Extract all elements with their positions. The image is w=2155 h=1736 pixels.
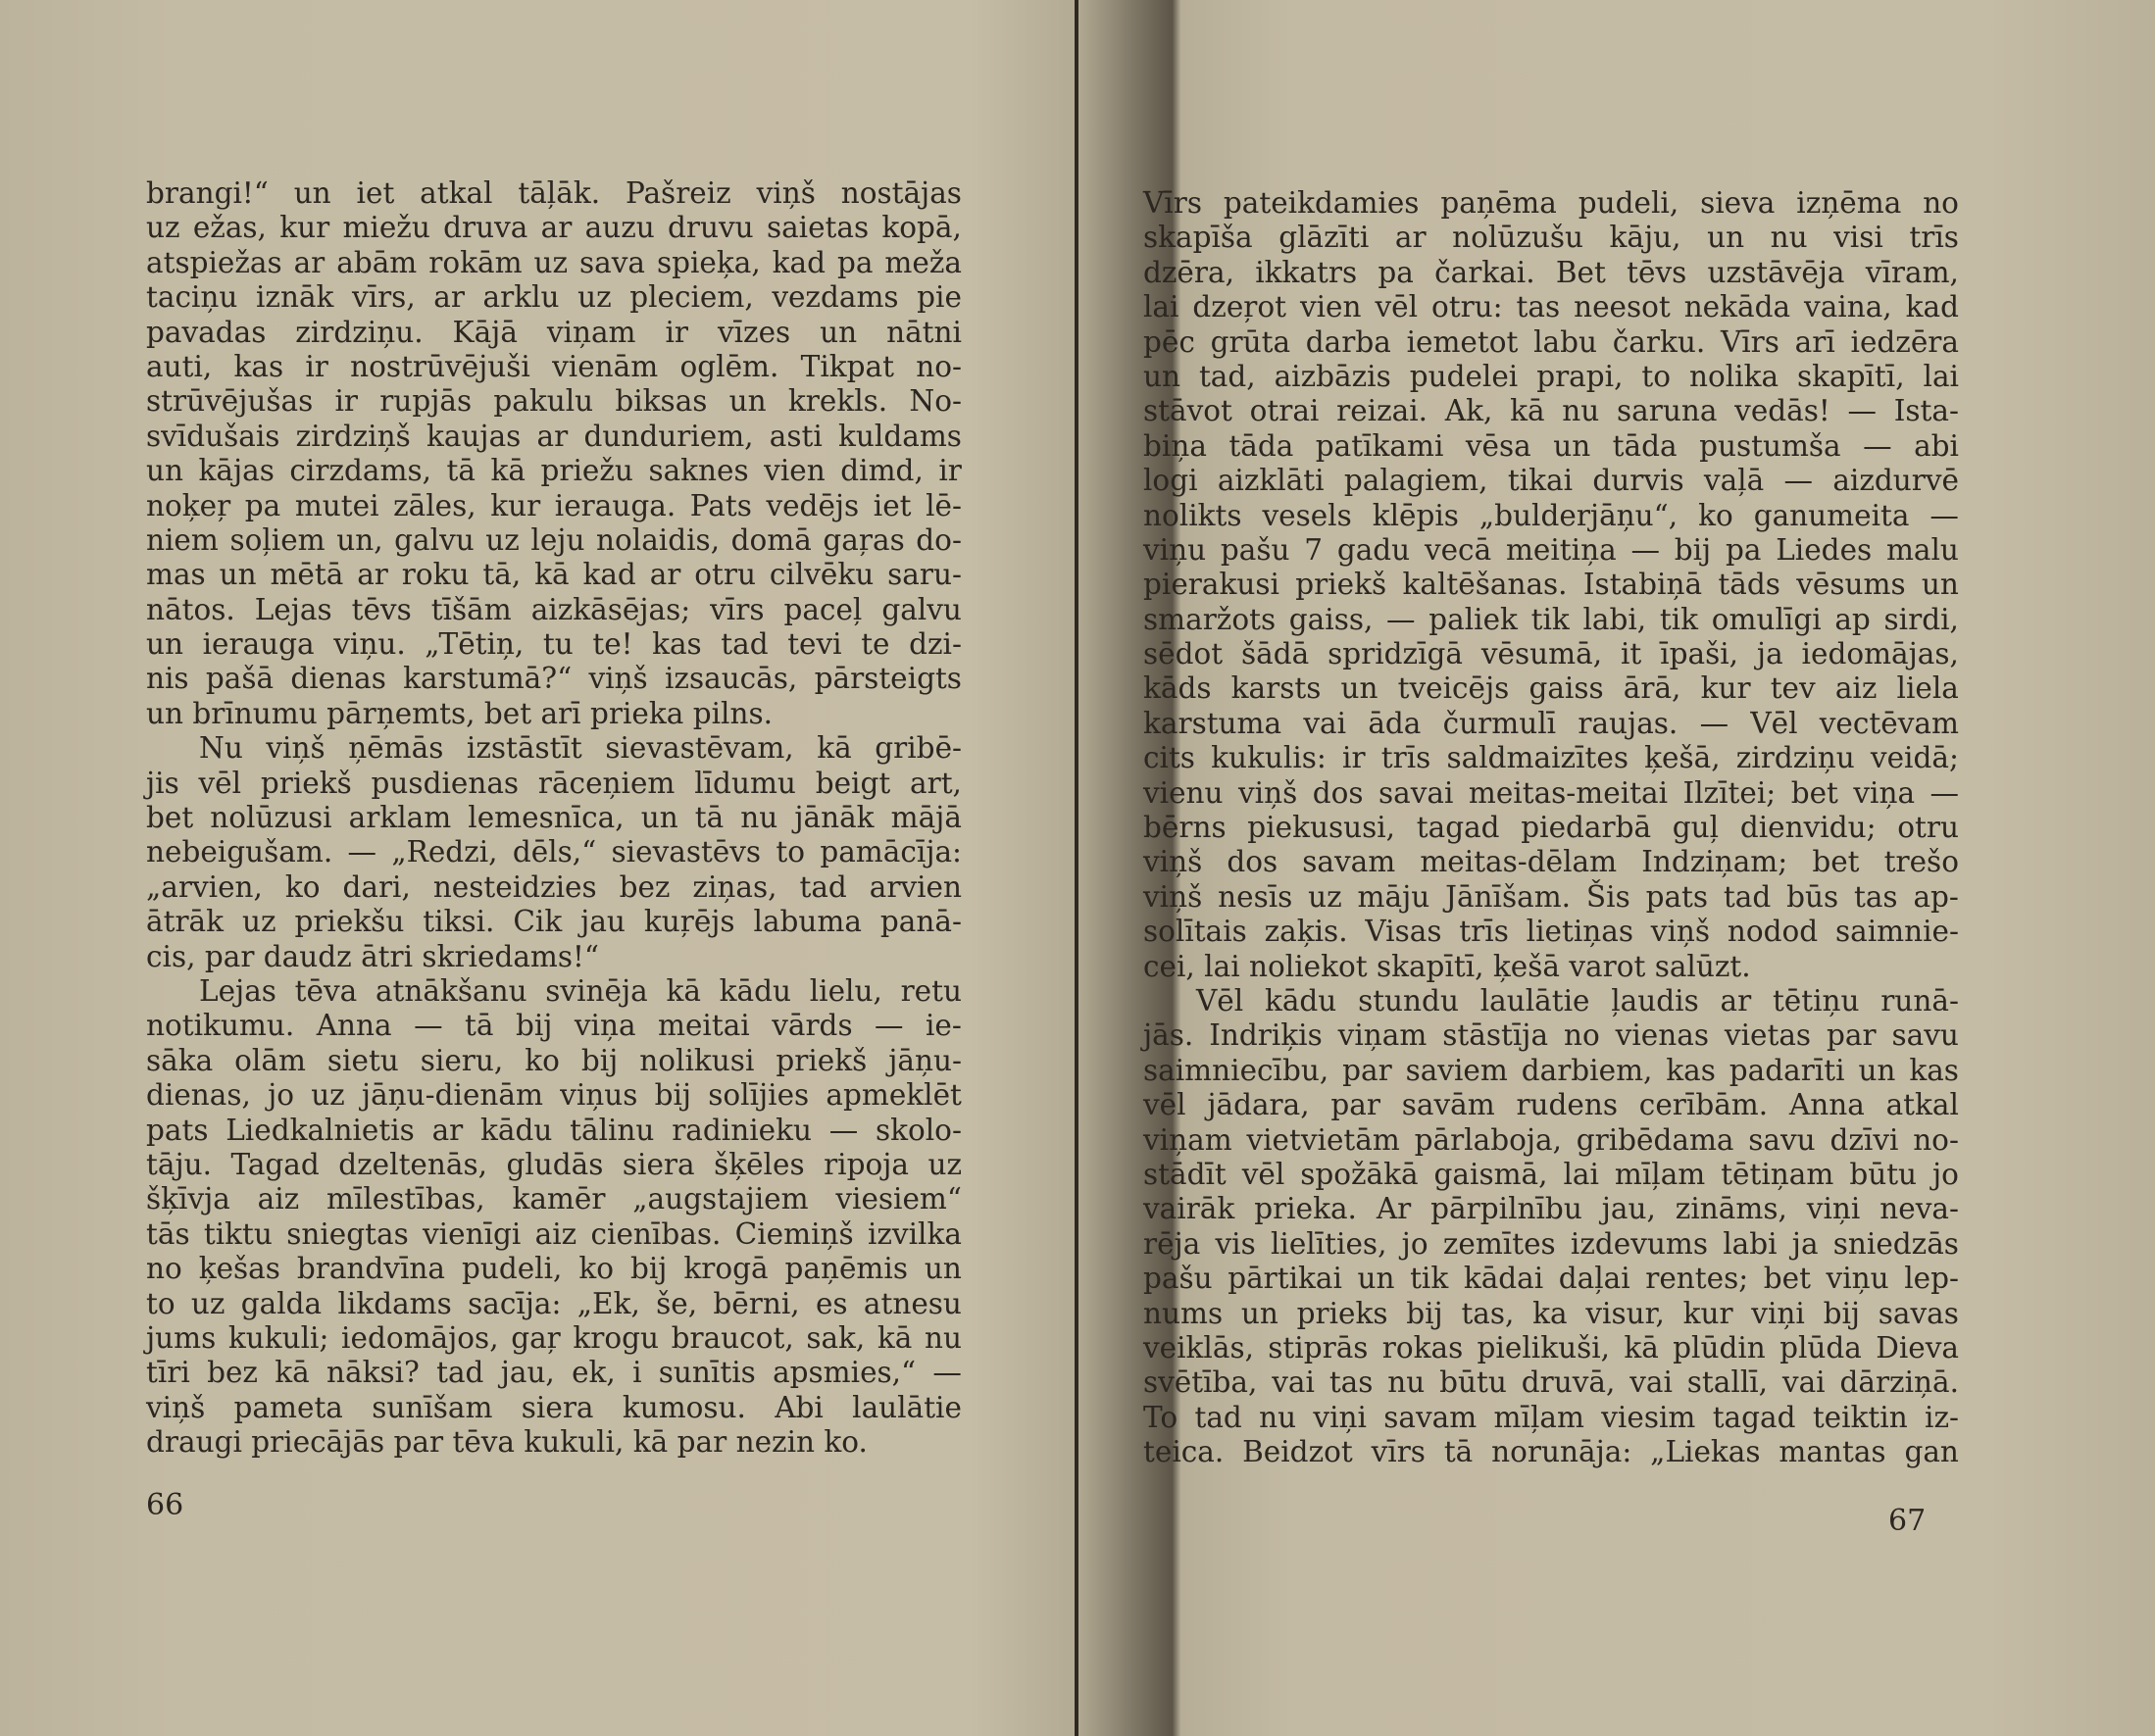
text-line: stādīt vēl spožākā gaismā, lai mīļam tētiņam būtu jo (1143, 1157, 1959, 1191)
text-line: viņam vietvietām pārlaboja, gribēdama savu dzīvi no- (1143, 1122, 1959, 1157)
text-line: niem soļiem un, galvu uz leju nolaidis, domā gaŗas do- (146, 522, 962, 557)
text-line: logi aizklāti palagiem, tikai durvis vaļā — aizdurvē (1143, 464, 1959, 498)
text-line: brangi!“ un iet atkal tāļāk. Pašreiz viņš nostājas (146, 176, 962, 210)
right-page (1078, 0, 2155, 1736)
text-line: kāds karsts un tveicējs gaiss ārā, kur tev aiz liela (1143, 671, 1959, 706)
text-line: nolikts vesels klēpis „bulderjāņu“, ko ganumeita — (1143, 498, 1959, 532)
text-line: solītais zaķis. Visas trīs lietiņas viņš nodod saimnie- (1143, 915, 1959, 949)
text-line: dienas, jo uz jāņu-dienām viņus bij solījies apmeklēt (146, 1078, 962, 1113)
right-page-text (1143, 186, 1959, 1469)
text-line: Lejas tēva atnākšanu svinēja kā kādu lielu, retu (199, 973, 962, 1008)
text-line: viņš nesīs uz māju Jānīšam. Šis pats tad būs tas ap- (1143, 879, 1959, 914)
text-line: skapīša glāzīti ar nolūzušu kāju, un nu visi trīs (1143, 221, 1959, 255)
text-line: vienu viņš dos savai meitas-meitai Ilzītei; bet viņa — (1143, 775, 1959, 810)
text-line: taciņu iznāk vīrs, ar arklu uz pleciem, vezdams pie (146, 280, 962, 315)
text-line: bet nolūzusi arklam lemesnīca, un tā nu jānāk mājā (146, 801, 962, 835)
text-line: nis pašā dienas karstumā?“ viņš izsaucās, pārsteigts (146, 662, 962, 696)
text-line: lai dzeŗot vien vēl otru: tas neesot nekāda vaina, kad (1143, 290, 1959, 324)
text-line: uz ežas, kur miežu druva ar auzu druvu saietas kopā, (146, 211, 962, 245)
text-line: ātrāk uz priekšu tiksi. Cik jau kuŗējs labuma panā- (146, 905, 962, 939)
text-line: veiklās, stiprās rokas pielikuši, kā plūdin plūda Dieva (1143, 1330, 1959, 1364)
text-line: bērns piekususi, tagad piedarbā guļ dienvidu; otru (1143, 811, 1959, 845)
text-line: dzēra, ikkatrs pa čarkai. Bet tēvs uzstāvēja vīram, (1143, 255, 1959, 289)
text-line: mas un mētā ar roku tā, kā kad ar otru cilvēku saru- (146, 558, 962, 592)
text-line: Vēl kādu stundu laulātie ļaudis ar tētiņu runā- (1196, 983, 1959, 1017)
text-line: saimniecību, par saviem darbiem, kas padarīti un kas (1143, 1053, 1959, 1087)
text-line: un kājas cirzdams, tā kā priežu saknes vien dimd, ir (146, 454, 962, 488)
text-line: biņa tāda patīkami vēsa un tāda pustumša — abi (1143, 428, 1959, 463)
text-line: noķeŗ pa mutei zāles, kur ierauga. Pats vedējs iet lē- (146, 488, 962, 522)
text-line: viņš dos savam meitas-dēlam Indziņam; bet trešo (1143, 845, 1959, 879)
text-line: pavadas zirdziņu. Kājā viņam ir vīzes un nātni (146, 315, 962, 349)
text-line: viņu pašu 7 gadu vecā meitiņa — bij pa Liedes malu (1143, 532, 1959, 567)
text-line: un tad, aizbāzis pudelei prapi, to nolika skapītī, lai (1143, 359, 1959, 393)
text-line: un ierauga viņu. „Tētiņ, tu te! kas tad tevi te dzi- (146, 627, 962, 662)
left-page-text (146, 176, 962, 1460)
text-line: strūvējušas ir rupjās pakulu biksas un krekls. No- (146, 384, 962, 419)
text-line: tīri bez kā nāksi? tad jau, ek, i sunītis apsmies,“ — (146, 1356, 962, 1390)
text-line: tāju. Tagad dzeltenās, gludās siera šķēles ripoja uz (146, 1147, 962, 1181)
text-line: cei, lai noliekot skapītī, ķešā varot salūzt. (1143, 949, 1751, 983)
text-line: nebeigušam. — „Redzi, dēls,“ sievastēvs to pamācīja: (146, 835, 962, 869)
text-line: karstuma vai āda čurmulī raujas. — Vēl vectēvam (1143, 706, 1959, 740)
text-line: to uz galda likdams sacīja: „Ek, še, bērni, es atnesu (146, 1286, 962, 1320)
left-page (0, 0, 1075, 1736)
text-line: draugi priecājās par tēva kukuli, kā par nezin ko. (146, 1425, 868, 1460)
text-line: vairāk prieka. Ar pārpilnību jau, zināms, viņi neva- (1143, 1192, 1959, 1226)
text-line: pašu pārtikai un tik kādai daļai rentes; bet viņu lep- (1143, 1262, 1959, 1296)
text-line: pēc grūta darba iemetot labu čarku. Vīrs arī iedzēra (1143, 324, 1959, 359)
text-line: un brīnumu pārņemts, bet arī prieka pilns. (146, 696, 773, 730)
text-line: To tad nu viņi savam mīļam viesim tagad teiktin iz- (1143, 1400, 1959, 1434)
text-line: vēl jādara, par savām rudens cerībām. Anna atkal (1143, 1088, 1959, 1122)
text-line: smaržots gaiss, — paliek tik labi, tik omulīgi ap sirdi, (1143, 602, 1959, 636)
text-line: svētība, vai tas nu būtu druvā, vai stallī, vai dārziņā. (1143, 1365, 1959, 1400)
text-line: Nu viņš ņēmās izstāstīt sievastēvam, kā gribē- (199, 731, 962, 766)
text-line: tās tiktu sniegtas vienīgi aiz cienības. Ciemiņš izvilka (146, 1216, 962, 1251)
text-line: sāka olām sietu sieru, ko bij nolikusi priekš jāņu- (146, 1043, 962, 1077)
text-line: nātos. Lejas tēvs tīšām aizkāsējas; vīrs paceļ galvu (146, 592, 962, 626)
page-number-left: 66 (146, 1488, 184, 1522)
text-line: nums un prieks bij tas, ka visur, kur viņi bij savas (1143, 1296, 1959, 1330)
text-line: jās. Indriķis viņam stāstīja no vienas vietas par savu (1143, 1018, 1959, 1053)
text-line: pats Liedkalnietis ar kādu tālinu radinieku — skolo- (146, 1113, 962, 1147)
text-line: notikumu. Anna — tā bij viņa meitai vārds — ie- (146, 1009, 962, 1043)
text-line: rēja vis lielīties, jo zemītes izdevums labi ja sniedzās (1143, 1226, 1959, 1261)
text-line: stāvot otrai reizai. Ak, kā nu saruna vedās! — Ista- (1143, 394, 1959, 428)
text-line: pierakusi priekš kaltēšanas. Istabiņā tāds vēsums un (1143, 568, 1959, 602)
text-line: auti, kas ir nostrūvējuši vienām oglēm. Tikpat no- (146, 349, 962, 383)
text-line: jis vēl priekš pusdienas rāceņiem līdumu beigt art, (146, 766, 962, 800)
text-line: jums kukuli; iedomājos, gaŗ krogu braucot, sak, kā nu (146, 1320, 962, 1355)
text-line: „arvien, ko dari, nesteidzies bez ziņas, tad arvien (146, 869, 962, 904)
text-line: viņš pameta sunīšam siera kumosu. Abi laulātie (146, 1390, 962, 1424)
text-line: Vīrs pateikdamies paņēma pudeli, sieva izņēma no (1143, 186, 1959, 220)
text-line: sēdot šādā spridzīgā vēsumā, it īpaši, ja iedomājas, (1143, 637, 1959, 671)
page-number-right: 67 (1888, 1504, 1927, 1538)
text-line: cits kukulis: ir trīs saldmaizītes ķešā, zirdziņu veidā; (1143, 741, 1959, 775)
text-line: no ķešas brandvīna pudeli, ko bij krogā paņēmis un (146, 1252, 962, 1286)
text-line: cis, par daudz ātri skriedams!“ (146, 939, 599, 973)
text-line: teica. Beidzot vīrs tā norunāja: „Liekas mantas gan (1143, 1435, 1959, 1469)
text-line: svīdušais zirdziņš kaujas ar dunduriem, asti kuldams (146, 419, 962, 453)
text-line: atspiežas ar abām rokām uz sava spieķa, kad pa meža (146, 245, 962, 279)
text-line: šķīvja aiz mīlestības, kamēr „augstajiem viesiem“ (146, 1182, 962, 1216)
